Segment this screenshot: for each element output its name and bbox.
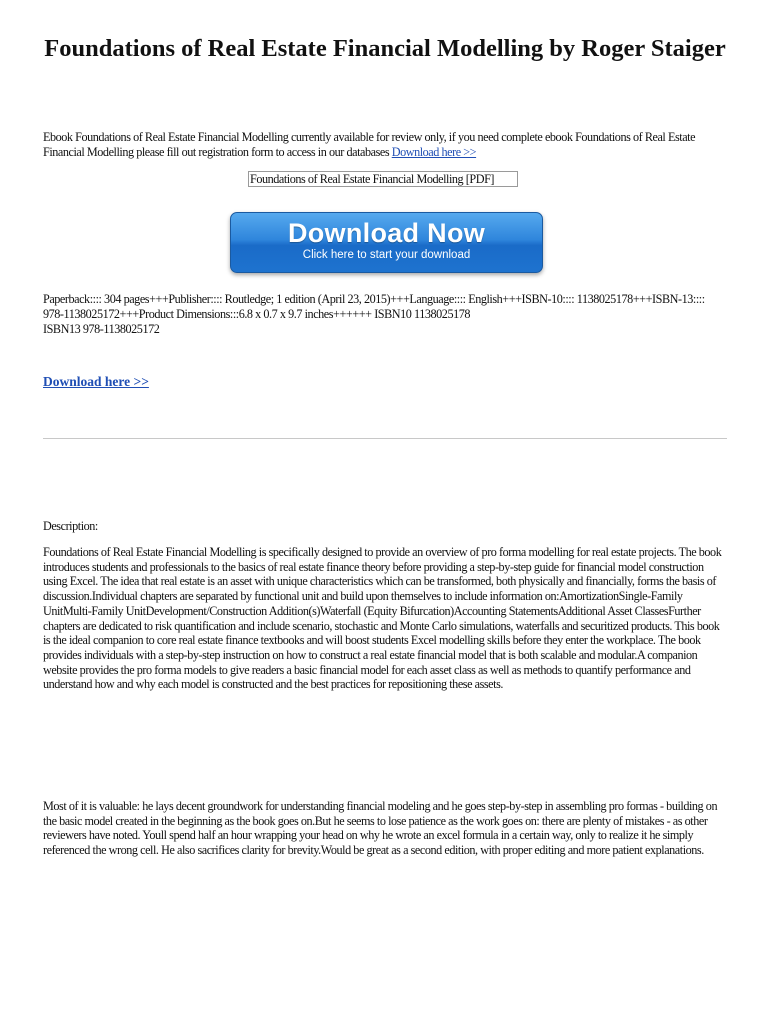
divider <box>43 438 727 439</box>
intro-text: Ebook Foundations of Real Estate Financial Modelling currently available for review only, if you need complete ebook Foundations of Real Estate Financial Modelling please fill out registration form to access in our databases <box>43 130 696 159</box>
book-metadata <box>43 292 727 337</box>
download-here-link[interactable]: Download here >> <box>391 145 477 159</box>
format-label-box: Foundations of Real Estate Financial Modelling [PDF] <box>248 171 518 187</box>
download-now-sublabel: Click here to start your download <box>302 249 471 261</box>
download-now-button[interactable] <box>230 212 543 273</box>
metadata-isbn13: ISBN13 978-1138025172 <box>43 322 160 336</box>
metadata-details: Paperback:::: 304 pages+++Publisher:::: Routledge; 1 edition (April 23, 2015)+++Language:::: English+++ISBN-10:::: 1138025178+++ISBN-13:::: 978-1138025172+++Product Dimensions:::6.8 x 0.7 x 9.7 inches++++++ ISBN10 1138025178 <box>43 292 705 321</box>
download-now-label: Download Now <box>287 218 486 248</box>
download-here-bold-link[interactable]: Download here >> <box>43 374 149 389</box>
description-body: Foundations of Real Estate Financial Modelling is specifically designed to provide an overview of pro forma modelling for real estate projects. The book introduces students and professionals to the basics of real estate finance theory before providing a step-by-step guide for financial model construction using Excel. The idea that real estate is an asset with unique characteristics which can be transformed, both physically and financially, forms the basis of discussion.Individual chapters are separated by functional unit and build upon themselves to include information on:AmortizationSingle-Family UnitMulti-Family UnitDevelopment/Construction Addition(s)Waterfall (Equity Bifurcation)Accounting StatementsAdditional Asset ClassesFurther chapters are dedicated to risk quantification and include scenario, stochastic and Monte Carlo simulations, waterfalls and securitized products. This book is the ideal companion to core real estate finance textbooks and will boost students Excel modelling skills before they enter the workplace. The book provides individuals with a step-by-step instruction on how to construct a real estate financial model that is both scalable and modular.A companion website provides the pro forma models to give readers a basic financial model for each asset class as well as methods to quantify performance and understand how and why each model is constructed and the best practices for repositioning these assets. <box>43 545 722 692</box>
review-paragraph: Most of it is valuable: he lays decent groundwork for understanding financial modeling and he goes step-by-step in assembling pro formas - building on the basic model created in the beginning as the book goes on.But he seems to lose patience as the work goes on: there are plenty of mistakes - as other reviewers have noted. Youll spend half an hour wrapping your head on why he wrote an excel formula in a certain way, only to realize it he simply referenced the wrong cell. He also sacrifices clarity for brevity.Would be great as a second edition, with proper editing and more patient explanations. <box>43 799 718 858</box>
description-heading: Description: <box>43 519 98 533</box>
page-title: Foundations of Real Estate Financial Modelling by Roger Staiger <box>44 35 726 62</box>
intro-paragraph <box>43 130 727 160</box>
